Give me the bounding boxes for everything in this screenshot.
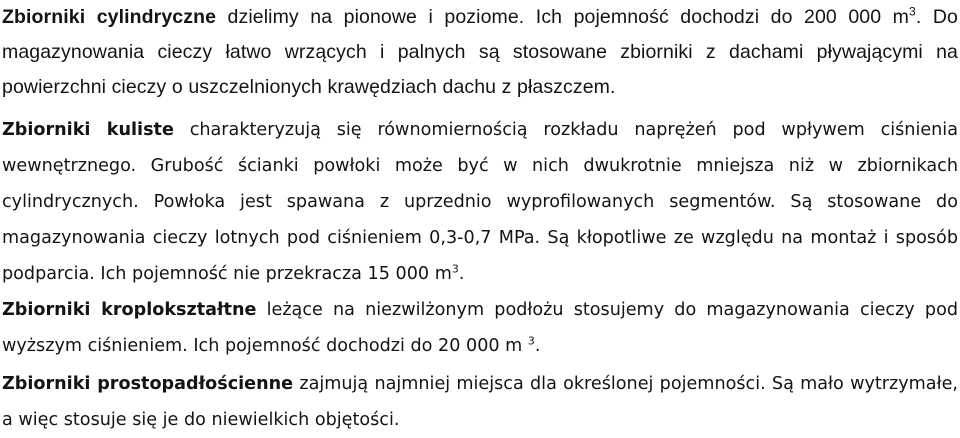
paragraph-text: . [458,264,465,284]
paragraph-text: charakteryzują się równomiernością rozkładu naprężeń pod wpływem ciśnienia wewnętrznego. Grubość ścianki powłoki może być w nich dwukrotnie mniejsza niż w zbiornikach cylindrycznych. Powłoka jest spawana z uprzednio wyprofilowanych segmentów. Są stosowane do magazynowania cieczy lotnych pod ciśnieniem 0,3-0,7 MPa. Są kłopotliwe ze względu na montaż i sposób podparcia. Ich pojemność nie przekracza 15 000 m [2,120,958,284]
paragraph-droplet-tanks [2,292,958,364]
term-droplet-tanks: Zbiorniki kroplokształtne [2,300,257,320]
term-rectangular-tanks: Zbiorniki prostopadłościenne [2,374,294,394]
paragraph-text: zajmują najmniej miejsca dla określonej pojemności. Są mało wytrzymałe, a więc stosuje się je do niewielkich objętości. [2,374,958,430]
paragraph-text: leżące na niezwilżonym podłożu stosujemy do magazynowania cieczy pod wyższym ciśnieniem. Ich pojemność dochodzi do 20 000 m [2,300,958,356]
paragraph-text: . [534,336,541,356]
paragraph-rectangular-tanks [2,366,958,438]
superscript: 3 [527,334,535,348]
superscript: 3 [909,4,916,19]
term-cylindrical-tanks: Zbiorniki cylindryczne [2,6,217,28]
paragraph-text: . Do magazynowania cieczy łatwo wrzących i palnych są stosowane zbiorniki z dachami pływającymi na powierzchni cieczy o uszczelnionych krawędziach dachu z płaszczem. [2,6,958,98]
term-spherical-tanks: Zbiorniki kuliste [2,120,174,140]
paragraph-text: dzielimy na pionowe i poziome. Ich pojemność dochodzi do 200 000 m [216,6,910,28]
superscript: 3 [451,262,459,276]
paragraph-cylindrical-tanks [2,0,958,105]
paragraph-spherical-tanks [2,112,958,292]
